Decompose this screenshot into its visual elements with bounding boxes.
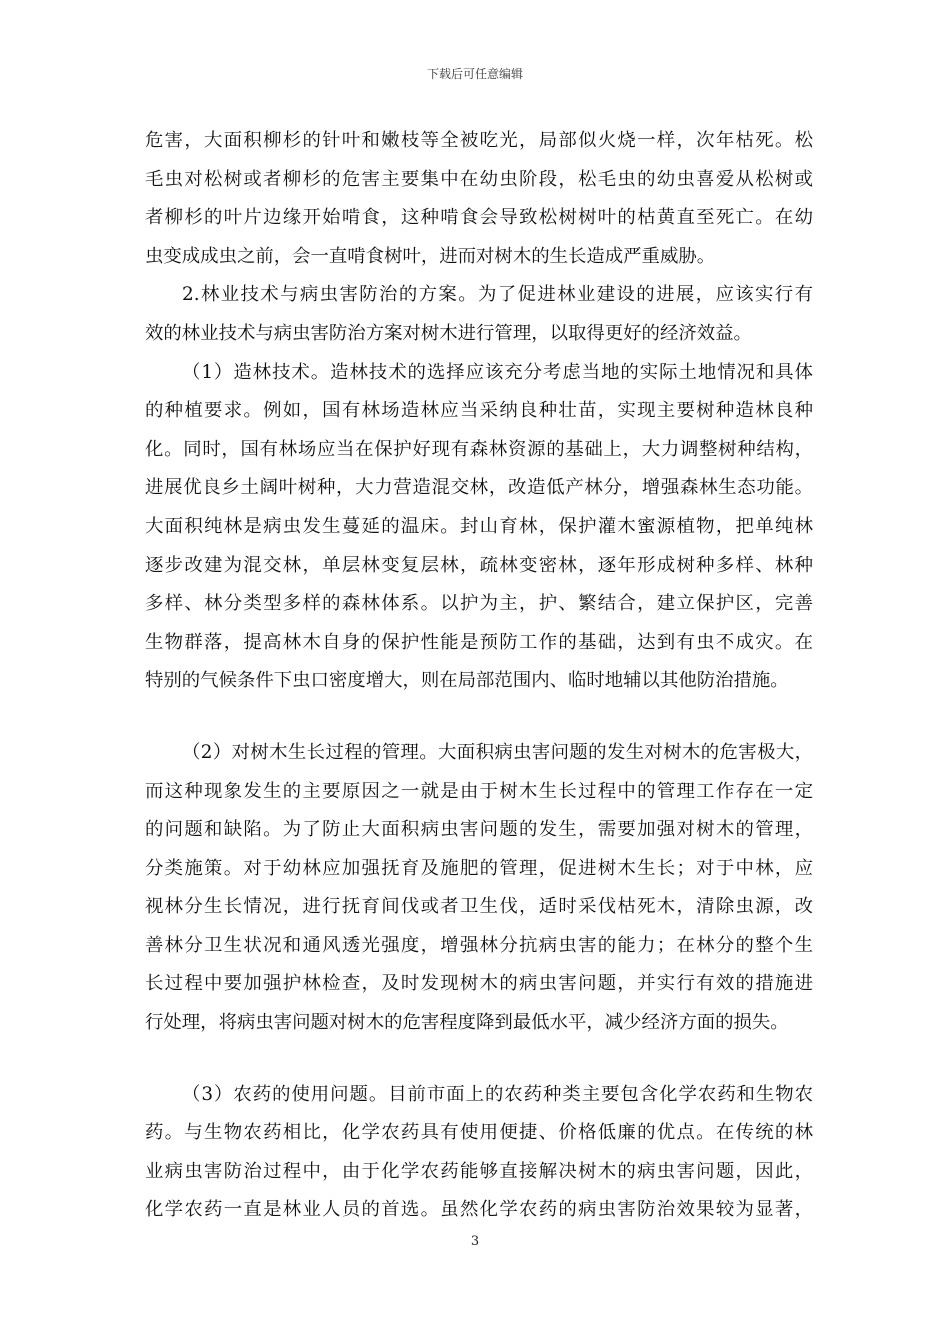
text-line: 行处理，将病虫害问题对树木的危害程度降到最低水平，减少经济方面的损失。 <box>145 1012 789 1034</box>
text-line: （3）农药的使用问题。目前市面上的农药种类主要包含化学农药和生物农 <box>182 1083 813 1105</box>
text-line: 逐步改建为混交林，单层林变复层林，疏林变密林，逐年形成树种多样、林种 <box>145 554 813 576</box>
text-line: （2）对树木生长过程的管理。大面积病虫害问题的发生对树木的危害极大， <box>182 741 813 763</box>
text-line: 化学农药一直是林业人员的首选。虽然化学农药的病虫害防治效果较为显著， <box>145 1199 813 1221</box>
text-line: 特别的气候条件下虫口密度增大，则在局部范围内、临时地辅以其他防治措施。 <box>145 670 789 692</box>
text-line: 药。与生物农药相比，化学农药具有使用便捷、价格低廉的优点。在传统的林 <box>145 1122 813 1144</box>
paragraph <box>145 276 813 353</box>
text-line: 大面积纯林是病虫发生蔓延的温床。封山育林，保护灌木蜜源植物，把单纯林 <box>145 515 813 537</box>
paragraph <box>145 734 813 1043</box>
text-line: 而这种现象发生的主要原因之一就是由于树木生长过程中的管理工作存在一定 <box>145 780 813 802</box>
text-line: 分类施策。对于幼林应加强抚育及施肥的管理，促进树木生长；对于中林，应 <box>145 857 813 879</box>
text-line: 业病虫害防治过程中，由于化学农药能够直接解决树木的病虫害问题，因此， <box>145 1160 813 1182</box>
paragraph <box>145 122 813 276</box>
text-line: 善林分卫生状况和通风透光强度，增强林分抗病虫害的能力；在林分的整个生 <box>145 934 813 956</box>
document-body <box>145 122 813 1230</box>
text-line: 视林分生长情况，进行抚育间伐或者卫生伐，适时采伐枯死木，清除虫源，改 <box>145 896 813 918</box>
text-line: 2.林业技术与病虫害防治的方案。为了促进林业建设的进展，应该实行有 <box>182 284 813 306</box>
text-line: 化。同时，国有林场应当在保护好现有森林资源的基础上，大力调整树种结构， <box>145 438 813 460</box>
text-line: 进展优良乡土阔叶树种，大力营造混交林，改造低产林分，增强森林生态功能。 <box>145 477 813 499</box>
paragraph <box>145 354 813 701</box>
text-line: 者柳杉的叶片边缘开始啃食，这种啃食会导致松树树叶的枯黄直至死亡。在幼 <box>145 207 813 229</box>
paragraph <box>145 1076 813 1230</box>
paragraph-gap <box>145 1043 813 1076</box>
text-line: 多样、林分类型多样的森林体系。以护为主，护、繁结合，建立保护区，完善 <box>145 593 813 615</box>
text-line: 的问题和缺陷。为了防止大面积病虫害问题的发生，需要加强对树木的管理， <box>145 819 813 841</box>
text-line: 危害，大面积柳杉的针叶和嫩枝等全被吃光，局部似火烧一样，次年枯死。松 <box>145 130 813 151</box>
text-line: 毛虫对松树或者柳杉的危害主要集中在幼虫阶段，松毛虫的幼虫喜爱从松树或 <box>145 168 813 190</box>
page-header: 下载后可任意编辑 <box>426 67 523 81</box>
text-line: 的种植要求。例如，国有林场造林应当采纳良种壮苗，实现主要树种造林良种 <box>145 400 813 422</box>
text-line: （1）造林技术。造林技术的选择应该充分考虑当地的实际土地情况和具体 <box>182 361 813 383</box>
text-line: 长过程中要加强护林检查，及时发现树木的病虫害问题，并实行有效的措施进 <box>145 973 813 995</box>
page-number: 3 <box>470 1234 480 1249</box>
text-line: 效的林业技术与病虫害防治方案对树木进行管理，以取得更好的经济效益。 <box>145 322 752 344</box>
text-line: 生物群落，提高林木自身的保护性能是预防工作的基础，达到有虫不成灾。在 <box>145 631 813 653</box>
paragraph-gap <box>145 701 813 734</box>
text-line: 虫变成成虫之前，会一直啃食树叶，进而对树木的生长造成严重威胁。 <box>145 245 716 267</box>
